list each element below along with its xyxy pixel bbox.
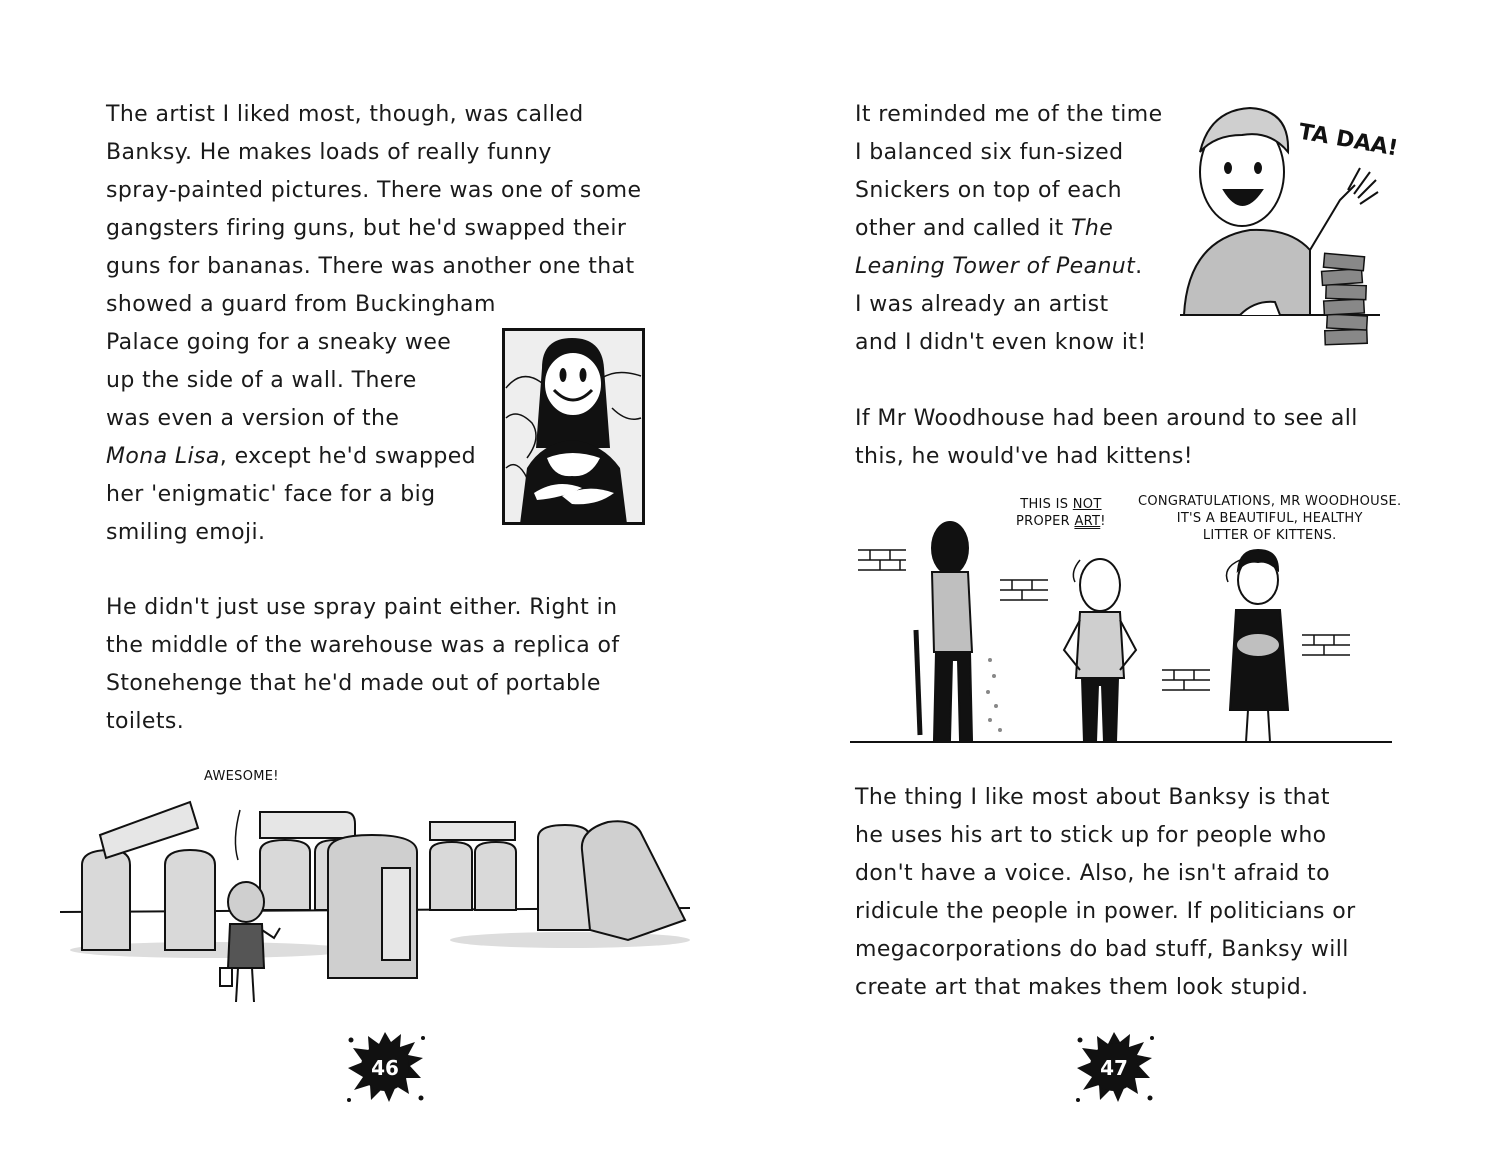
paragraph-mr-woodhouse xyxy=(855,400,1358,476)
text-line: her 'enigmatic' face for a big xyxy=(106,482,436,507)
text-line: The thing I like most about Banksy is that xyxy=(855,785,1330,810)
text-line: I balanced six fun-sized xyxy=(855,140,1124,165)
text-line: Snickers on top of each xyxy=(855,178,1123,203)
page-number-46 xyxy=(337,1020,433,1116)
text-line: he uses his art to stick up for people who xyxy=(855,823,1327,848)
text-line: up the side of a wall. There xyxy=(106,368,417,393)
text-line: was even a version of the xyxy=(106,406,400,431)
text-line: guns for bananas. There was another one that xyxy=(106,254,635,279)
mona-lisa-title: Mona Lisa xyxy=(106,444,220,469)
text-fragment: . xyxy=(1135,254,1143,279)
text-line: He didn't just use spray paint either. Right in xyxy=(106,595,618,620)
speech-woodhouse xyxy=(1016,496,1106,530)
text-line xyxy=(855,210,1163,248)
artwork-title: Leaning Tower of Peanut xyxy=(855,254,1136,279)
text-fragment: other and called it xyxy=(855,216,1072,241)
tada-snickers-illustration xyxy=(1180,90,1410,355)
page-number-label: 46 xyxy=(371,1056,399,1080)
text-fragment: ! xyxy=(1100,514,1106,529)
text-line: Palace going for a sneaky wee xyxy=(106,330,452,355)
speech-line xyxy=(1016,513,1106,530)
text-fragment: , except he'd swapped xyxy=(219,444,477,469)
speech-awesome: AWESOME! xyxy=(204,769,279,784)
paragraph-snickers xyxy=(855,96,1163,362)
guard-woodhouse-vet-illustration xyxy=(850,520,1395,760)
text-line: Stonehenge that he'd made out of portable xyxy=(106,671,601,696)
text-line: toilets. xyxy=(106,709,185,734)
tada-exclamation: TA DAA! xyxy=(1296,119,1400,162)
speech-line: IT'S A BEAUTIFUL, HEALTHY xyxy=(1176,511,1363,526)
text-line: spray-painted pictures. There was one of some xyxy=(106,178,642,203)
text-line: don't have a voice. Also, he isn't afraid to xyxy=(855,861,1330,886)
text-fragment: PROPER xyxy=(1016,514,1075,529)
toilet-stonehenge-illustration xyxy=(60,790,700,1015)
text-line: I was already an artist xyxy=(855,292,1109,317)
text-fragment: THIS IS xyxy=(1020,497,1073,512)
speech-line: LITTER OF KITTENS. xyxy=(1202,528,1337,543)
emphasis-not: NOT xyxy=(1072,497,1102,512)
speech-vet xyxy=(1138,493,1401,544)
text-line: If Mr Woodhouse had been around to see all xyxy=(855,406,1358,431)
emphasis-art: ART xyxy=(1074,514,1101,529)
speech-line xyxy=(1016,496,1106,513)
page-number-47 xyxy=(1066,1020,1162,1116)
text-line: gangsters firing guns, but he'd swapped their xyxy=(106,216,627,241)
text-line: ridicule the people in power. If politicians or xyxy=(855,899,1356,924)
text-line: create art that makes them look stupid. xyxy=(855,975,1309,1000)
text-line: smiling emoji. xyxy=(106,520,266,545)
paragraph-stonehenge xyxy=(106,589,619,741)
text-line: showed a guard from Buckingham xyxy=(106,292,496,317)
page-number-label: 47 xyxy=(1100,1056,1128,1080)
paragraph-banksy-voice xyxy=(855,779,1356,1007)
text-line: the middle of the warehouse was a replica of xyxy=(106,633,620,658)
mona-lisa-emoji-illustration xyxy=(502,328,645,525)
artwork-title: The xyxy=(1071,216,1114,241)
page-47 xyxy=(750,0,1500,1151)
text-line xyxy=(855,248,1163,286)
text-line: Banksy. He makes loads of really funny xyxy=(106,140,552,165)
text-line: and I didn't even know it! xyxy=(855,330,1147,355)
text-line: The artist I liked most, though, was called xyxy=(106,102,584,127)
speech-line: CONGRATULATIONS, MR WOODHOUSE. xyxy=(1138,494,1402,509)
text-line: this, he would've had kittens! xyxy=(855,444,1193,469)
text-line: It reminded me of the time xyxy=(855,102,1163,127)
text-line: megacorporations do bad stuff, Banksy will xyxy=(855,937,1349,962)
